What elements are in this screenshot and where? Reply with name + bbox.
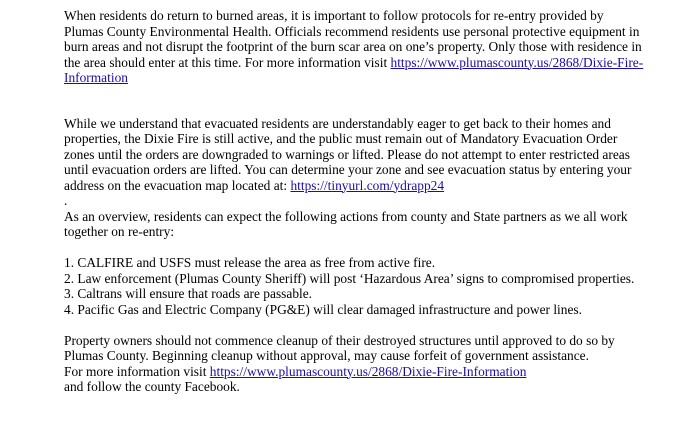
evacuation-paragraph: [64, 116, 644, 194]
separator-dot: .: [64, 193, 68, 208]
list-item: 2. Law enforcement (Plumas County Sheriff) will post ‘Hazardous Area’ signs to compromised properties.: [64, 270, 635, 286]
dixie-fire-info-link[interactable]: https://www.plumascounty.us/2868/Dixie-Fire-Information: [64, 54, 644, 85]
more-info-text: For more information visit: [64, 363, 210, 379]
list-item: 1. CALFIRE and USFS must release the area as free from active fire.: [64, 255, 436, 270]
reentry-protocol-text: When residents do return to burned areas, it is important to follow protocols for re-entry provided by Plumas County Environmental Health. Officials recommend residents use personal protective equipment in burn areas and not disrupt the footprint of the burn scar area on one’s property. Only those with residence in the area should enter at this time. For more information visit: [64, 8, 642, 70]
evacuation-map-link[interactable]: https://tinyurl.com/ydrapp24: [290, 177, 445, 193]
evacuation-text: While we understand that evacuated residents are understandably eager to get back to their homes and properties, the Dixie Fire is still active, and the public must remain out of Mandatory Evacuation Order zones until the orders are downgraded to warnings or lifted. Please do not attempt to enter restricted areas until evacuation orders are lifted. You can determine your zone and see evacuation status by entering your address on the evacuation map located at:: [64, 115, 632, 193]
cleanup-paragraph: Property owners should not commence cleanup of their destroyed structures until approved to do so by Plumas County. Beginning cleanup without approval, may cause forfeit of government assistance.: [64, 332, 615, 363]
dixie-fire-info-link-2[interactable]: https://www.plumascounty.us/2868/Dixie-Fire-Information: [209, 363, 527, 379]
spacer: [64, 86, 644, 116]
overview-paragraph: As an overview, residents can expect the following actions from county and State partners as we all work together on re-entry:: [64, 208, 628, 239]
list-item: 3. Caltrans will ensure that roads are passable.: [64, 286, 313, 301]
facebook-line: and follow the county Facebook.: [64, 379, 240, 394]
reentry-actions-list: [64, 255, 644, 317]
more-info-line: [64, 364, 644, 380]
list-item: 4. Pacific Gas and Electric Company (PG&E) will clear damaged infrastructure and power lines.: [64, 301, 582, 317]
spacer: [64, 240, 644, 256]
reentry-protocol-paragraph: [64, 8, 644, 86]
spacer: [64, 317, 644, 333]
document-body: [64, 8, 644, 395]
